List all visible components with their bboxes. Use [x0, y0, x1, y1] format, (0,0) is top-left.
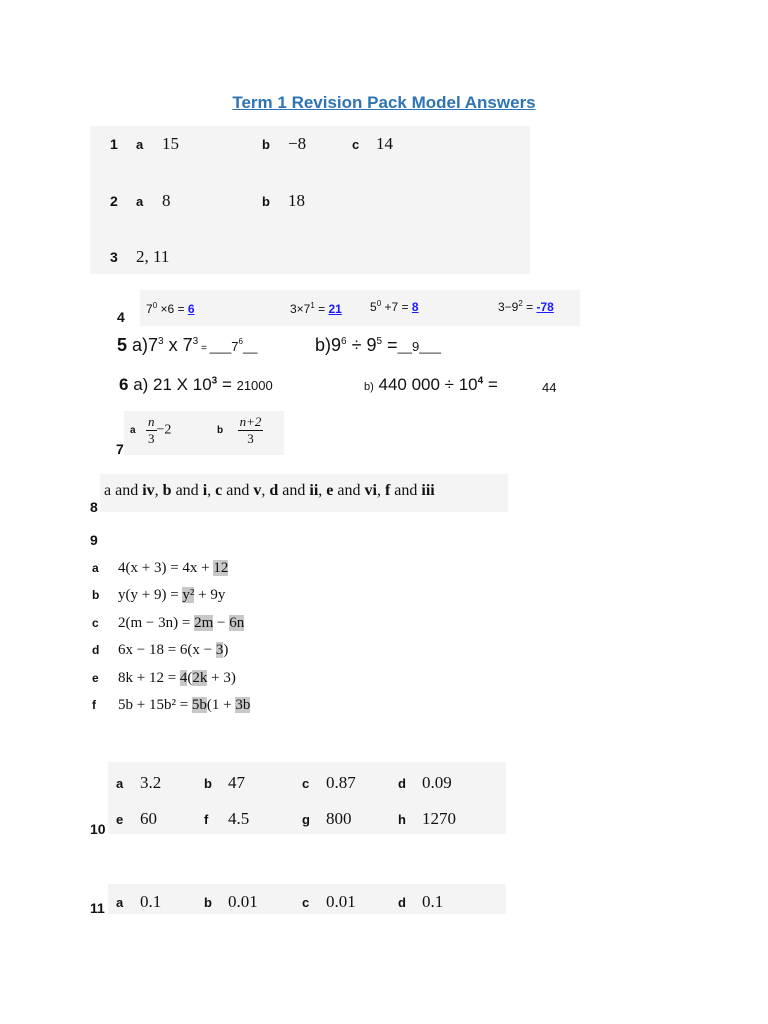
q9-row-highlight: y²	[182, 587, 195, 603]
q9-row-middle: −	[213, 615, 230, 631]
q10-item-label: d	[398, 776, 406, 791]
q10-item-label: c	[302, 776, 310, 791]
q4-p1-answer: 6	[187, 302, 195, 316]
q6-number: 6	[119, 375, 129, 394]
q8-number: 8	[90, 499, 98, 515]
q7-a-fraction	[146, 414, 157, 447]
q9-row-tail: + 3)	[207, 670, 236, 686]
q1-number: 1	[110, 136, 118, 152]
q5-a-exp1: 3	[158, 336, 164, 347]
q9-row-expression: 4(x + 3) = 4x +	[118, 560, 214, 576]
page-title: Term 1 Revision Pack Model Answers	[232, 93, 536, 112]
q7-b-denominator: 3	[247, 431, 254, 446]
q9-row-expression: y(y + 9) =	[118, 587, 183, 603]
q4-p3-rest: +7 =	[381, 300, 412, 314]
q9-row-label: a	[92, 561, 99, 575]
q9-row-label: b	[92, 588, 100, 602]
q11-item-label: c	[302, 895, 310, 910]
q7-a-rest: −2	[156, 422, 172, 438]
q8-answer-part: b	[162, 482, 172, 499]
q4-p4-answer: -78	[536, 300, 554, 314]
q6-b	[364, 375, 498, 395]
q6-a-eq: =	[217, 375, 237, 394]
q11-item-label: a	[116, 895, 124, 910]
q11-item-value: 0.01	[228, 892, 258, 911]
q8-answer-part: and	[390, 482, 422, 499]
q7-b-numerator: n+2	[239, 414, 262, 429]
q9-row-highlight: 3	[215, 642, 224, 658]
q4-p2-pre: 3×7	[290, 302, 311, 316]
q1-a-label: a	[136, 137, 144, 152]
q9-row	[92, 670, 236, 687]
q11-item-label: d	[398, 895, 406, 910]
q5-b-exp2: 5	[376, 336, 383, 347]
q1-c-answer: 14	[376, 134, 393, 153]
q4-part-3	[370, 299, 419, 314]
q10-item-value: 800	[326, 809, 352, 828]
q5-b-answer: __9___	[397, 339, 441, 354]
q8-answer-part: ,	[376, 482, 385, 499]
q8-answer-part: c	[215, 482, 223, 499]
q2-b-label: b	[262, 194, 270, 209]
q8-answer-part: d	[269, 482, 279, 499]
q4-p2-exp: 1	[310, 301, 315, 310]
q5-a-exp2: 3	[192, 336, 199, 347]
q5-a	[117, 335, 257, 356]
q4-p4-rest: =	[522, 300, 537, 314]
q6-b-pre: 440 000 ÷ 10	[373, 375, 478, 394]
q8-answer-part: and	[222, 482, 254, 499]
q9-row-expression: 5b + 15b² =	[118, 697, 192, 713]
q10-item-label: e	[116, 812, 124, 827]
q4-p2-rest: =	[314, 302, 329, 316]
q9-row	[92, 615, 244, 632]
q8-answer-part: ,	[154, 482, 163, 499]
q4-part-2	[290, 301, 342, 316]
q7-a-numerator: n	[148, 414, 155, 429]
q10-item-value: 60	[140, 809, 157, 828]
q4-p1-rest: ×6 =	[157, 302, 188, 316]
q6-a-pre: a) 21 X 10	[133, 375, 212, 394]
q4-part-4	[498, 299, 554, 314]
q9-row	[92, 697, 250, 714]
q9-row-middle: )	[223, 642, 229, 658]
q7-a-denominator: 3	[148, 431, 155, 446]
q10-item-label: h	[398, 812, 406, 827]
q7-number: 7	[116, 441, 124, 457]
q8-answer-part: vi	[364, 482, 377, 499]
q7-b	[217, 414, 263, 447]
q5-b	[315, 335, 441, 356]
q3-number: 3	[110, 249, 118, 265]
q6-a-answer: 21000	[236, 378, 273, 393]
q9-number: 9	[90, 532, 98, 548]
q6-b-label: b)	[364, 381, 374, 393]
q4-p4-pre: 3−9	[498, 300, 519, 314]
q8-answer-part: i	[202, 482, 208, 499]
q6-b-answer: 44	[542, 380, 557, 395]
q2-b-answer: 18	[288, 191, 305, 210]
q9-row-label: f	[92, 698, 96, 712]
q8-answer-part: f	[384, 482, 391, 499]
q3-answer: 2, 11	[136, 247, 170, 266]
q9-row-highlight: 2k	[192, 670, 208, 686]
q6-a-exp: 3	[211, 375, 218, 387]
q4-p4-exp: 2	[518, 299, 523, 308]
q11-item-value: 0.01	[326, 892, 356, 911]
q1-b-answer: −8	[288, 134, 307, 153]
q1-b-label: b	[262, 137, 270, 152]
q9-row	[92, 560, 228, 577]
q9-row-expression: 8k + 12 =	[118, 670, 180, 686]
q10-item-value: 0.09	[422, 773, 452, 792]
q5-a-eq: =	[198, 343, 210, 354]
q9-row-label: d	[92, 643, 100, 657]
q5-b-mid: ÷ 9	[346, 335, 377, 355]
q5-a-pre: a)7	[132, 335, 159, 355]
q8-answer-part: ii	[309, 482, 319, 499]
q8-answer-part: ,	[261, 482, 270, 499]
q10-item-value: 1270	[422, 809, 456, 828]
q8-answer-part: ,	[318, 482, 327, 499]
q9-row	[92, 642, 228, 659]
q1-c-label: c	[352, 137, 360, 152]
q10-item-label: f	[204, 812, 209, 827]
q7-a-label: a	[130, 425, 136, 436]
q9-row-highlight: 5b	[191, 697, 207, 713]
q9-row	[92, 587, 225, 604]
q4-p3-base: 5	[370, 300, 377, 314]
q1-a-answer: 15	[162, 134, 179, 153]
q11-item-label: b	[204, 895, 212, 910]
q11-item-value: 0.1	[140, 892, 162, 911]
q7-b-fraction	[238, 414, 264, 447]
q4-p1-base: 7	[146, 302, 153, 316]
q4-part-1	[146, 301, 195, 316]
q10-item-label: b	[204, 776, 212, 791]
q5-a-mid: x 7	[163, 335, 193, 355]
q8-answer-part: and	[278, 482, 310, 499]
q4-p1-exp: 0	[152, 301, 158, 310]
q4-p3-exp: 0	[376, 299, 382, 308]
q11-number: 11	[90, 900, 105, 916]
q8-answer-part: v	[253, 482, 262, 499]
q8-answer-part: e	[326, 482, 334, 499]
q5-a-answer-exp: 6	[238, 337, 243, 346]
q9-row-middle: (	[187, 670, 193, 686]
q9-row-expression: 6x − 18 = 6(x −	[118, 642, 216, 658]
q6-b-eq: =	[483, 375, 498, 394]
q10-item-value: 47	[228, 773, 245, 792]
q4-p3-answer: 8	[411, 300, 419, 314]
q5-b-pre: b)9	[315, 335, 342, 355]
q2-a-label: a	[136, 194, 144, 209]
q5-b-eq: =	[382, 335, 398, 355]
q11-item-value: 0.1	[422, 892, 444, 911]
q2-a-answer: 8	[162, 191, 171, 210]
q9-row-expression: 2(m − 3n) =	[118, 615, 195, 631]
q6-b-exp: 4	[477, 375, 484, 387]
q9-row-highlight: 2m	[194, 615, 214, 631]
q8-answer-part: iv	[142, 482, 155, 499]
q5-number: 5	[117, 335, 128, 355]
q9-row-highlight: 3b	[235, 697, 251, 713]
q8-answer-part: ,	[207, 482, 216, 499]
q9-row-label: c	[92, 616, 99, 630]
q8-answer-part: and	[111, 482, 143, 499]
q4-number: 4	[117, 309, 125, 325]
q5-a-answer: ___7	[209, 339, 239, 354]
q8-answer-part: and	[171, 482, 203, 499]
q8-answer-part: and	[333, 482, 365, 499]
q2-number: 2	[110, 193, 118, 209]
q9-row-middle: + 9y	[194, 587, 226, 603]
q9-row-label: e	[92, 671, 99, 685]
q10-item-value: 4.5	[228, 809, 250, 828]
q10-number: 10	[90, 821, 106, 837]
q10-item-value: 0.87	[326, 773, 356, 792]
q4-p2-answer: 21	[328, 302, 342, 316]
q9-row-highlight: 12	[213, 560, 229, 576]
q8-answer	[104, 482, 435, 500]
q9-row-middle: (1 +	[206, 697, 236, 713]
q10-item-value: 3.2	[140, 773, 162, 792]
q9-row-highlight: 4	[179, 670, 188, 686]
q8-answer-part: a	[104, 482, 112, 499]
q5-b-exp1: 6	[341, 336, 347, 347]
q6-a	[119, 375, 273, 395]
q10-item-label: a	[116, 776, 124, 791]
q8-answer-part: iii	[421, 482, 435, 499]
q10-item-label: g	[302, 812, 310, 827]
q7-a	[130, 414, 171, 447]
q7-b-label: b	[217, 425, 224, 436]
q9-row-highlight: 6n	[229, 615, 245, 631]
q5-a-answer-post: __	[242, 339, 258, 354]
